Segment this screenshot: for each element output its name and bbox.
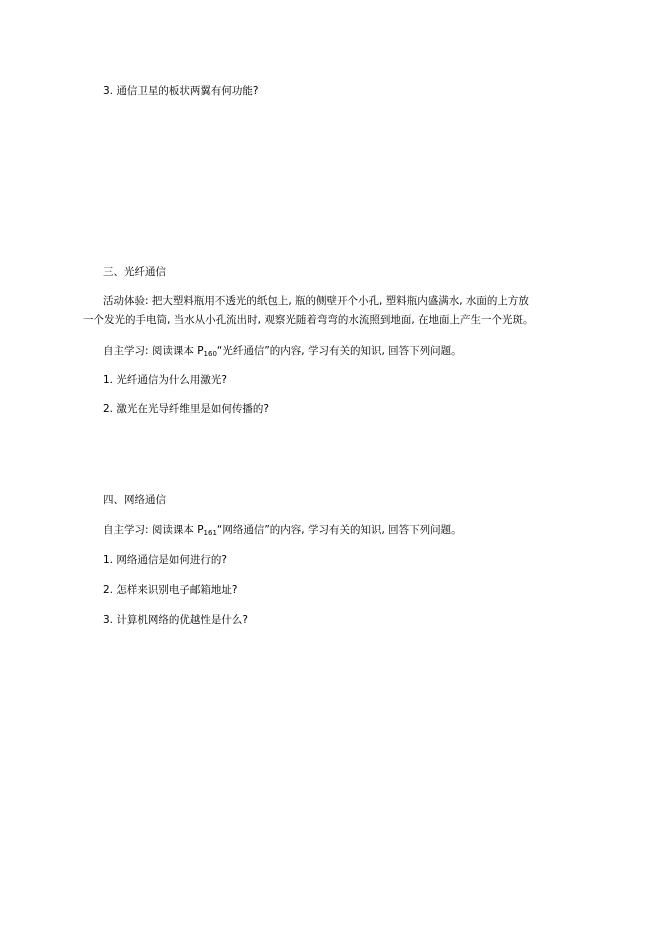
self-study-network (103, 523, 462, 540)
section-heading-fiber-optic: 三、光纤通信 (103, 266, 166, 278)
self-study-fiber-optic (103, 344, 462, 361)
page-number: 161 (203, 529, 217, 537)
question-network-process: 1. 网络通信是如何进行的? (103, 554, 227, 566)
question-email-address: 2. 怎样来识别电子邮箱地址? (103, 584, 238, 596)
self-study-prefix: 自主学习: 阅读课本 P (103, 345, 204, 357)
question-laser-reason: 1. 光纤通信为什么用激光? (103, 374, 227, 386)
question-laser-propagation: 2. 激光在光导纤维里是如何传播的? (103, 403, 269, 415)
self-study-suffix: “光纤通信”的内容, 学习有关的知识, 回答下列问题。 (216, 345, 462, 357)
self-study-suffix: “网络通信”的内容, 学习有关的知识, 回答下列问题。 (216, 524, 462, 536)
self-study-prefix: 自主学习: 阅读课本 P (103, 524, 204, 536)
activity-text-line2: 一个发光的手电筒, 当水从小孔流出时, 观察光随着弯弯的水流照到地面, 在地面上产生一个光斑。 (83, 314, 534, 326)
section-heading-network: 四、网络通信 (103, 494, 166, 506)
question-satellite-wings: 3. 通信卫星的板状两翼有何功能? (103, 85, 259, 97)
activity-text-line1: 活动体验: 把大塑料瓶用不透光的纸包上, 瓶的侧壁开个小孔, 塑料瓶内盛满水, 水面的上方放 (103, 295, 529, 307)
page-number: 160 (203, 350, 217, 358)
question-network-advantages: 3. 计算机网络的优越性是什么? (103, 614, 248, 626)
